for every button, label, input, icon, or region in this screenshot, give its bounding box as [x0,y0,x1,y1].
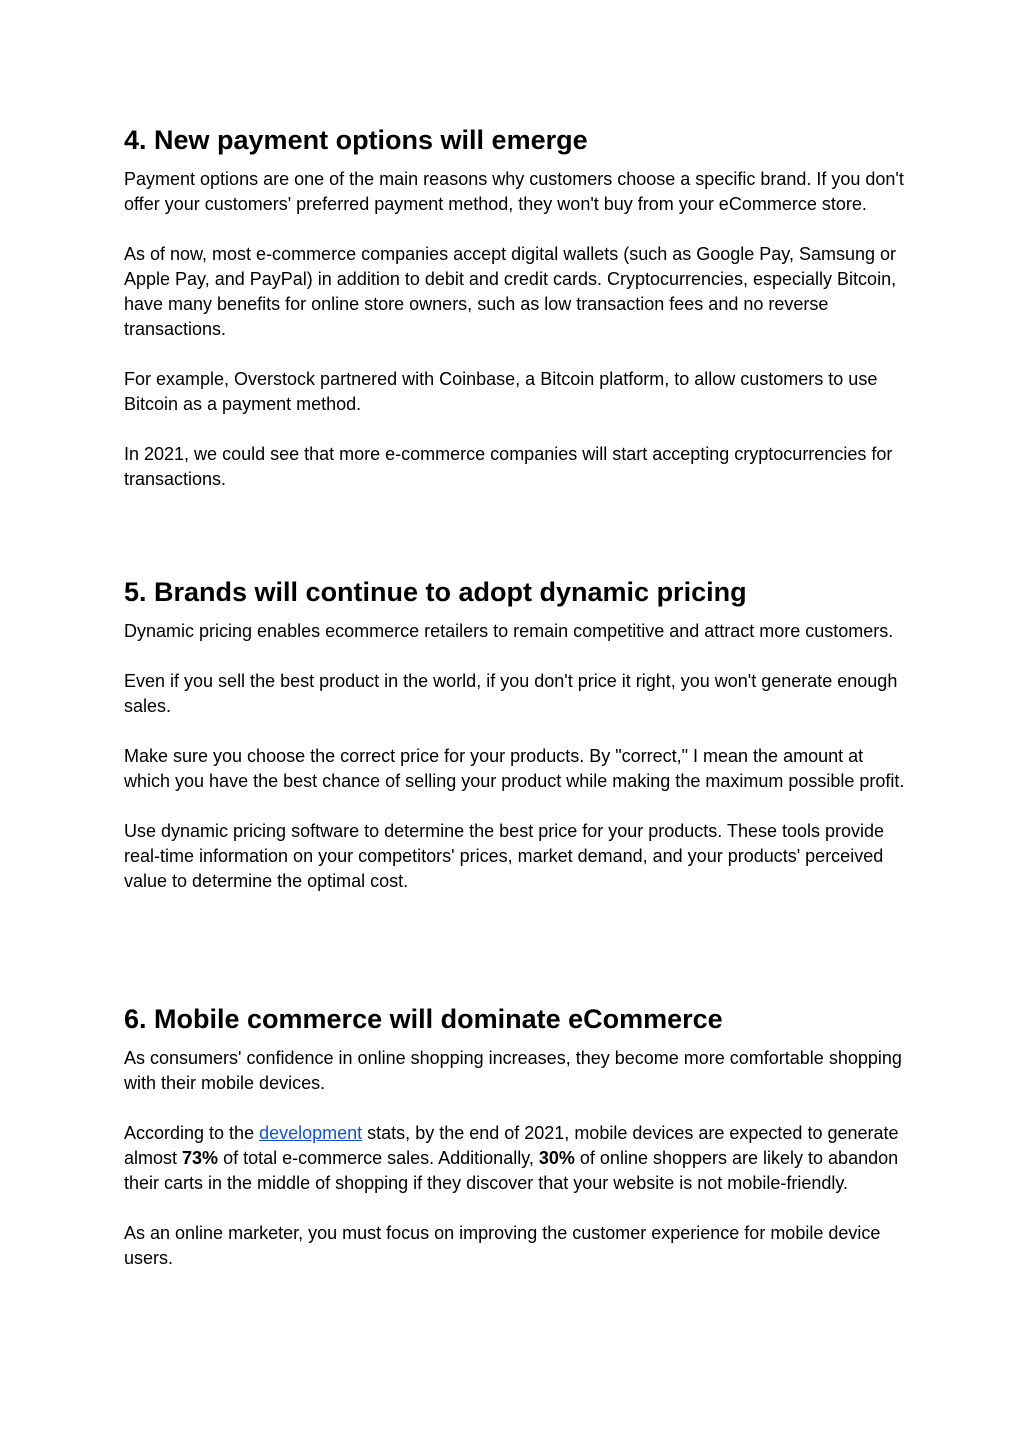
paragraph: As consumers' confidence in online shopping increases, they become more comfortable shopping with their mobile devices. [124,1048,902,1093]
section-heading: 6. Mobile commerce will dominate eCommerce [124,1004,723,1034]
paragraph: Make sure you choose the correct price for your products. By "correct," I mean the amount at which you have the best chance of selling your product while making the maximum possible profit. [124,746,905,791]
stats-text: According to the [124,1123,260,1143]
section-payment-options [124,124,914,492]
stats-paragraph [124,1121,914,1196]
paragraph: Dynamic pricing enables ecommerce retailers to remain competitive and attract more customers. [124,621,894,641]
paragraph: Payment options are one of the main reasons why customers choose a specific brand. If you don't offer your customers' preferred payment method, they won't buy from your eCommerce store. [124,169,904,214]
development-link[interactable]: development [259,1123,363,1143]
section-heading: 4. New payment options will emerge [124,125,588,155]
section-dynamic-pricing [124,576,914,894]
paragraph: In 2021, we could see that more e-commerce companies will start accepting cryptocurrencies for transactions. [124,444,893,489]
section-heading: 5. Brands will continue to adopt dynamic pricing [124,577,747,607]
section-mobile-commerce [124,1003,914,1271]
stats-text: of total e-commerce sales. Additionally, [218,1148,539,1168]
mobile-sales-stat: 73% [182,1148,219,1168]
paragraph: As an online marketer, you must focus on improving the customer experience for mobile device users. [124,1223,881,1268]
paragraph: As of now, most e-commerce companies accept digital wallets (such as Google Pay, Samsung or Apple Pay, and PayPal) in addition to debit and credit cards. Cryptocurrencies, especially Bitcoin, have many benefits for online store owners, such as low transaction fees and no reverse transactions. [124,244,897,339]
cart-abandon-stat: 30% [538,1148,575,1168]
paragraph: For example, Overstock partnered with Coinbase, a Bitcoin platform, to allow customers to use Bitcoin as a payment method. [124,369,878,414]
paragraph: Use dynamic pricing software to determine the best price for your products. These tools provide real-time information on your competitors' prices, market demand, and your products' perceived value to determine the optimal cost. [124,821,885,891]
paragraph: Even if you sell the best product in the world, if you don't price it right, you won't generate enough sales. [124,671,898,716]
stats-text: of online shoppers are likely to abandon their carts in the middle of shopping if they discover that your website is not mobile-friendly. [124,1148,899,1193]
stats-text: stats, by the end of 2021, mobile devices are expected to generate almost [124,1123,899,1168]
